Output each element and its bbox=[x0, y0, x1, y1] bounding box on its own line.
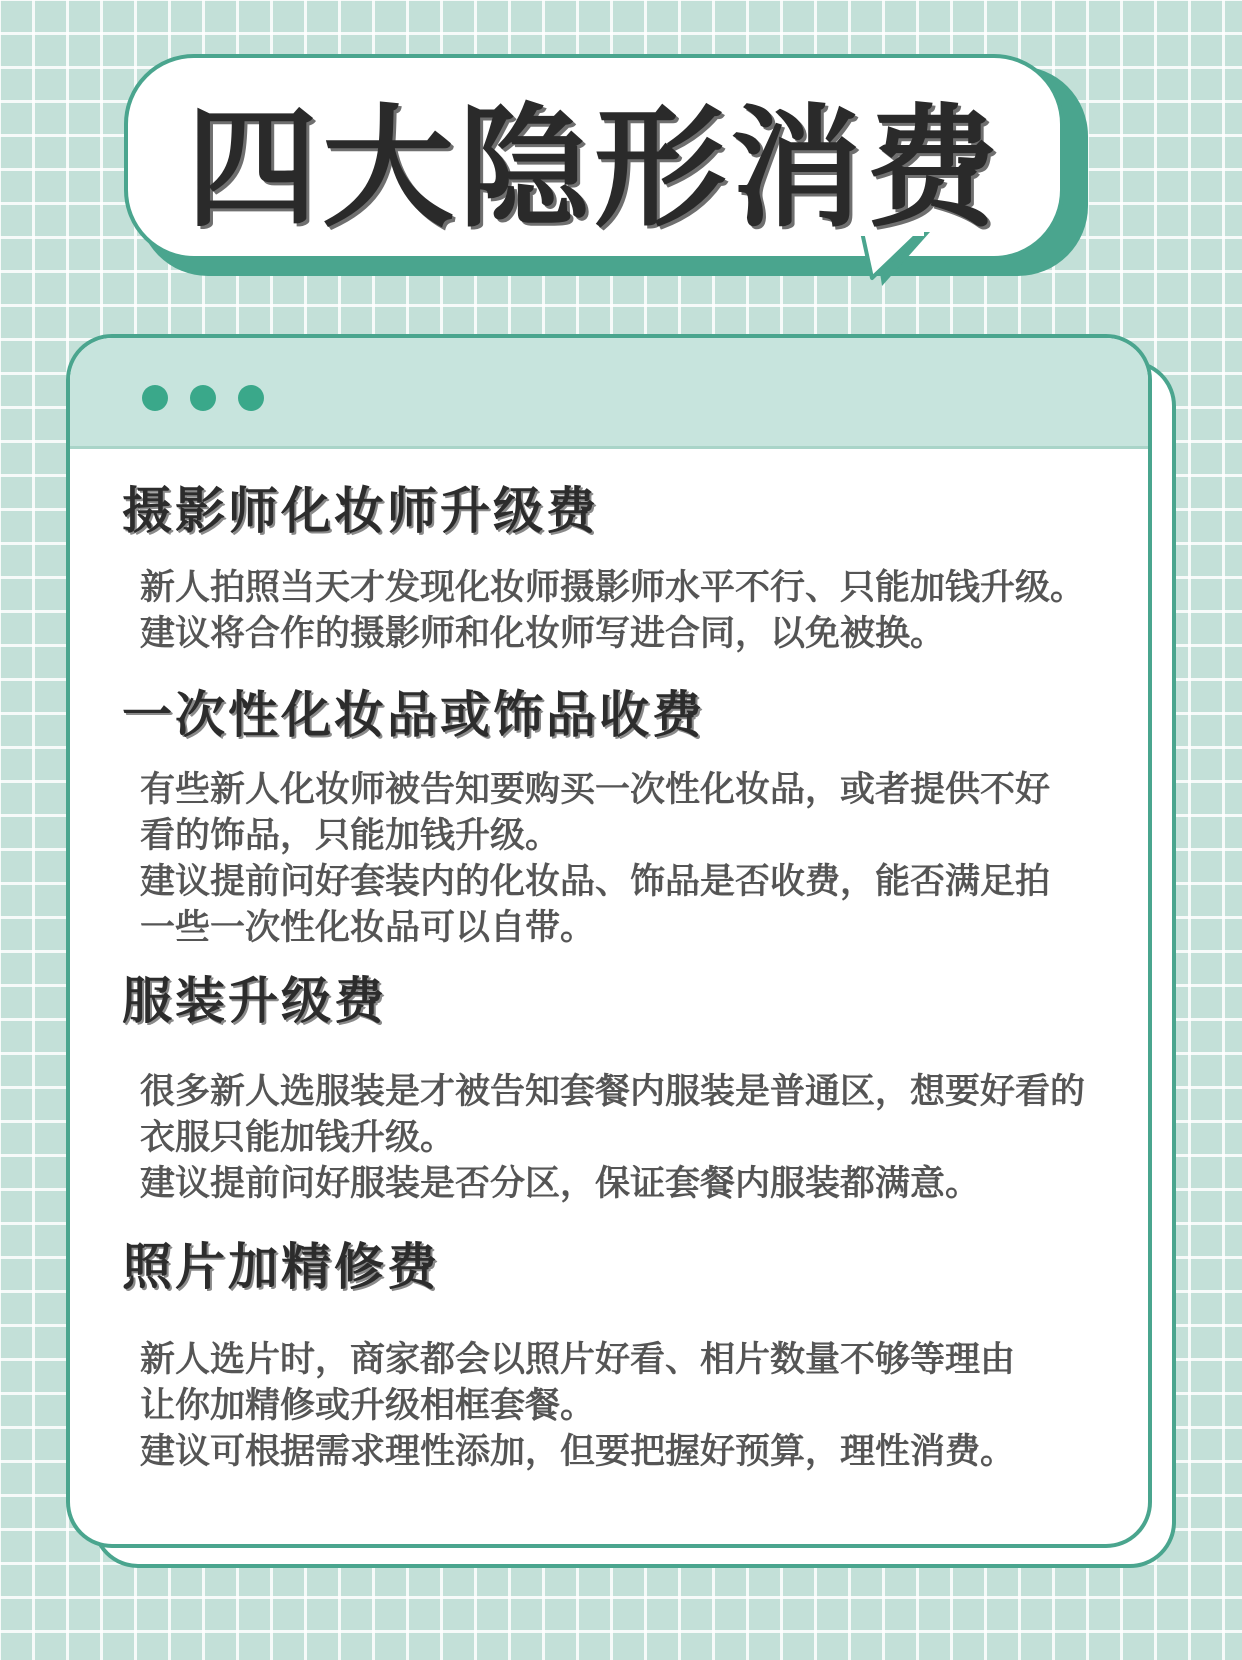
text-line: 一些一次性化妆品可以自带。 bbox=[140, 908, 596, 948]
text-line: 新人选片时，商家都会以照片好看、相片数量不够等理由 bbox=[140, 1340, 1016, 1380]
window-dot-icon bbox=[238, 385, 264, 411]
section-photographer-upgrade bbox=[122, 481, 1118, 657]
section-retouch-fee bbox=[122, 1237, 1118, 1475]
text-line: 很多新人选服装是才被告知套餐内服装是普通区，想要好看的 bbox=[140, 1072, 1086, 1112]
window-dot-icon bbox=[190, 385, 216, 411]
section-text bbox=[122, 1337, 1118, 1475]
section-heading: 服装升级费 bbox=[122, 972, 387, 1030]
section-text bbox=[122, 767, 1118, 951]
page-title: 四大隐形消费 bbox=[186, 92, 1002, 246]
section-heading: 摄影师化妆师升级费 bbox=[122, 482, 599, 540]
text-line: 看的饰品，只能加钱升级。 bbox=[140, 816, 561, 856]
window-dot-icon bbox=[142, 385, 168, 411]
section-heading: 照片加精修费 bbox=[122, 1238, 440, 1296]
card-header bbox=[70, 338, 1148, 449]
text-line: 让你加精修或升级相框套餐。 bbox=[140, 1386, 596, 1426]
content-card bbox=[66, 334, 1152, 1548]
section-text bbox=[122, 565, 1118, 657]
text-line: 建议可根据需求理性添加，但要把握好预算，理性消费。 bbox=[140, 1432, 1016, 1472]
text-line: 建议提前问好套装内的化妆品、饰品是否收费，能否满足拍 bbox=[140, 862, 1051, 902]
text-line: 建议将合作的摄影师和化妆师写进合同，以免被换。 bbox=[140, 614, 946, 654]
text-line: 有些新人化妆师被告知要购买一次性化妆品，或者提供不好 bbox=[140, 770, 1051, 810]
text-line: 新人拍照当天才发现化妆师摄影师水平不行、只能加钱升级。 bbox=[140, 568, 1086, 608]
section-costume-upgrade bbox=[122, 971, 1118, 1207]
section-text bbox=[122, 1069, 1118, 1207]
text-line: 建议提前问好服装是否分区，保证套餐内服装都满意。 bbox=[140, 1164, 981, 1204]
text-line: 衣服只能加钱升级。 bbox=[140, 1118, 456, 1158]
section-heading: 一次性化妆品或饰品收费 bbox=[122, 686, 705, 744]
section-cosmetics-fee bbox=[122, 685, 1118, 951]
